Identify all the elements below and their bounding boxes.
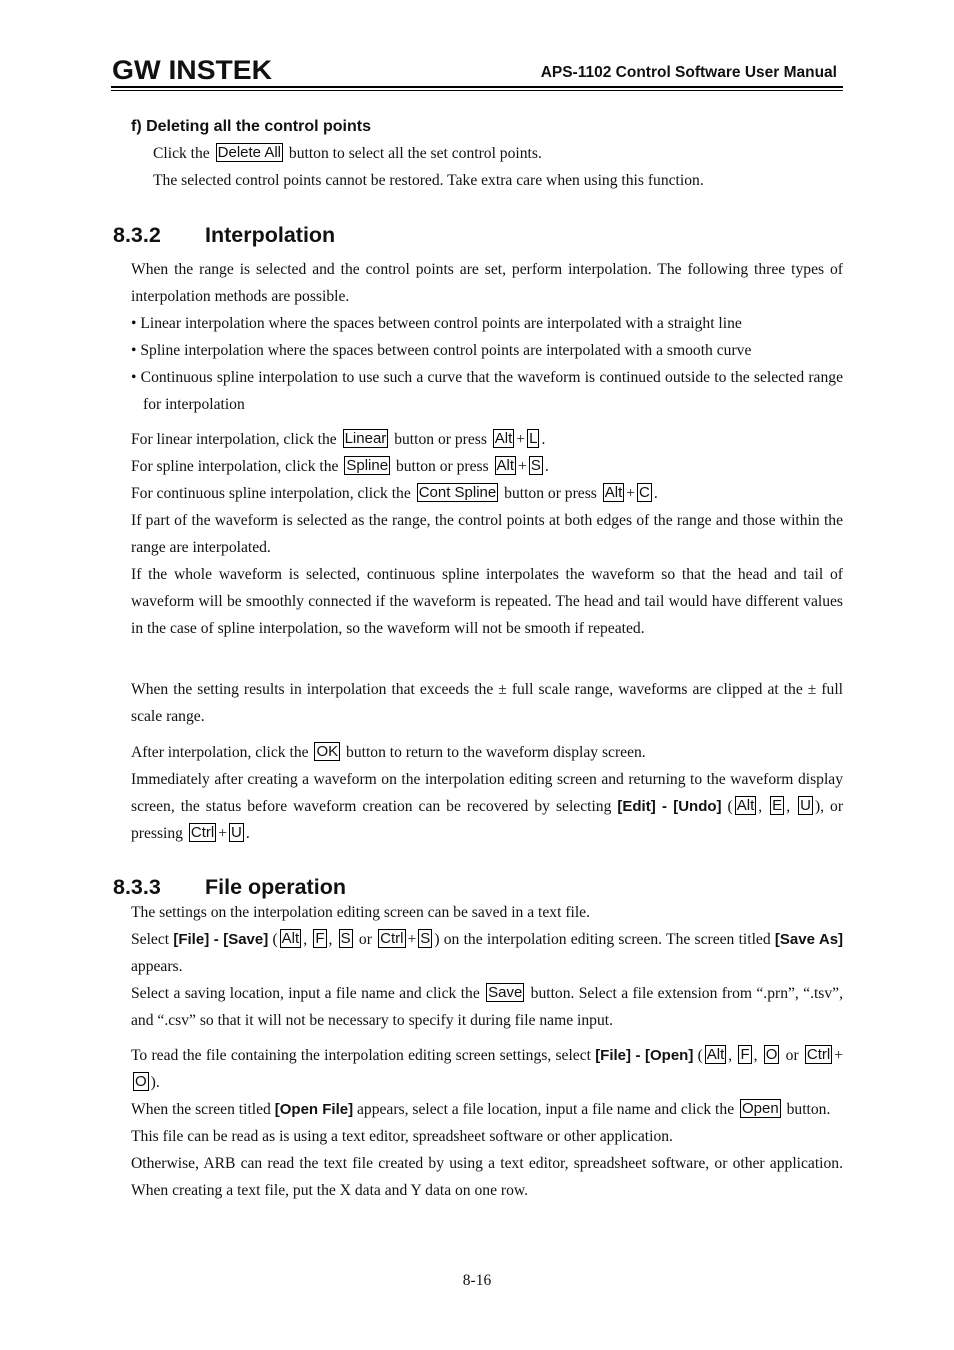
key-o: O [135, 1073, 147, 1090]
key-l: L [529, 430, 538, 447]
key-ctrl: Ctrl [806, 1046, 831, 1063]
save-as-title: [Save As] [774, 931, 844, 948]
key-alt: Alt [706, 1046, 725, 1063]
interpolation-body [131, 256, 843, 418]
key-s: S [340, 930, 351, 947]
open-button: Open [742, 1100, 779, 1117]
ok-button: OK [316, 743, 339, 760]
edit-undo-menu: [Edit] - [Undo] [617, 798, 722, 815]
interp-intro: When the range is selected and the control points are set, perform interpolation. The following three types of interpolation methods are possible. [131, 261, 843, 305]
subsection-heading: f) Deleting all the control points [131, 118, 371, 135]
delete-all-paragraph: Click the Delete All button to select all the set control points. The selected control points cannot be restored. Take extra care when using this function. [153, 144, 704, 189]
file-open-menu: [File] - [Open] [595, 1047, 694, 1064]
key-o: O [765, 1046, 778, 1063]
manual-title: APS-1102 Control Software User Manual [540, 64, 837, 81]
range-edges-text: If part of the waveform is selected as the range, the control points at both edges of the range and those within the range are interpolated. [131, 512, 843, 556]
file-save-menu: [File] - [Save] [173, 931, 269, 948]
whole-waveform-text: If the whole waveform is selected, continuous spline interpolates the waveform so that the head and tail of waveform will be smoothly connected if the waveform is repeated. The head and tail would have different values in the case of spline interpolation, so the waveform will not be smooth if repeated. [131, 566, 843, 637]
key-alt: Alt [604, 484, 623, 501]
key-alt: Alt [496, 457, 515, 474]
delete-all-button: Delete All [217, 144, 282, 161]
key-u: U [800, 797, 811, 814]
key-alt: Alt [281, 930, 300, 947]
key-s: S [530, 457, 541, 474]
interpolation-instructions: For linear interpolation, click the Linear button or press Alt + L . For spline interpolation, click the Spline button or press Alt + S . For continuous spline interpolation, click the Cont Spline button or press Alt + C . If part of the waveform is selected as the range, the control points at both edges of the range and those within the range are interpolated. If the whole waveform is selected, continuous spline interpolates the waveform so that the head and tail of waveform will be smoothly connected if the waveform is repeated. The head and tail would have different values in the case of spline interpolation, so the waveform will not be smooth if repeated. [131, 430, 843, 637]
key-alt: Alt [736, 797, 755, 814]
cont-spline-button: Cont Spline [418, 484, 497, 501]
open-file-title: [Open File] [274, 1101, 354, 1118]
key-u: U [231, 824, 242, 841]
clipping-paragraph: When the setting results in interpolation that exceeds the ± full scale range, waveforms are clipped at the ± full scale range. [131, 681, 843, 725]
key-e: E [772, 797, 783, 814]
linear-button: Linear [344, 430, 387, 447]
section-heading-file-operation: 8.3.3 File operation [113, 875, 346, 899]
section-heading-interpolation: 8.3.2 Interpolation [113, 223, 336, 247]
key-alt: Alt [494, 430, 513, 447]
key-c: C [639, 484, 650, 501]
key-f: F [740, 1046, 750, 1063]
key-ctrl: Ctrl [380, 930, 404, 947]
key-f: F [315, 930, 325, 947]
file-open-paragraph: To read the file containing the interpolation editing screen settings, select [File] - [Open] ( Alt , F , O or Ctrl +O ). When the screen titled [Open File] appears, select a file location, input a file name and click the Open button. This file can be read as is using a text editor, spreadsheet software or other application. Otherwise, ARB can read the text file created by using a text editor, spreadsheet software, or other application. When creating a text file, put the X data and Y data on one row. [131, 1046, 844, 1199]
gw-instek-logo [112, 56, 274, 82]
bullet-spline: • Spline interpolation where the spaces between control points are interpolated with a smooth curve [131, 342, 752, 359]
logo-text: GW INSTEK [112, 56, 273, 82]
save-button: Save [488, 984, 523, 1001]
key-s: S [420, 930, 431, 947]
after-interpolation-paragraph: After interpolation, click the OK button to return to the waveform display screen. Immediately after creating a waveform on the interpolation editing screen and returning to the waveform display screen, the status before waveform creation can be recovered by selecting [Edit] - [Undo] ( Alt , E , U ), or pressing Ctrl + U . [131, 743, 844, 842]
header-rule [111, 86, 843, 88]
key-ctrl: Ctrl [190, 824, 215, 841]
page-number: 8-16 [462, 1272, 492, 1289]
file-save-paragraph: The settings on the interpolation editing screen can be saved in a text file. Select [File] - [Save] ( Alt , F , S or Ctrl + S ) on the interpolation editing screen. The screen titled [Save As] appears. Select a saving location, input a file name and click the Save button. Select a file extension from “.prn”, “.tsv”, and “.csv” so that it will not be necessary to specify it during file name input. [131, 904, 844, 1029]
bullet-cont-spline: • Continuous spline interpolation to use such a curve that the waveform is continued outside to the selected range for interpolation [131, 369, 843, 413]
header-rule-thin [111, 90, 843, 91]
spline-button: Spline [346, 457, 389, 474]
bullet-linear: • Linear interpolation where the spaces between control points are interpolated with a straight line [131, 315, 742, 332]
